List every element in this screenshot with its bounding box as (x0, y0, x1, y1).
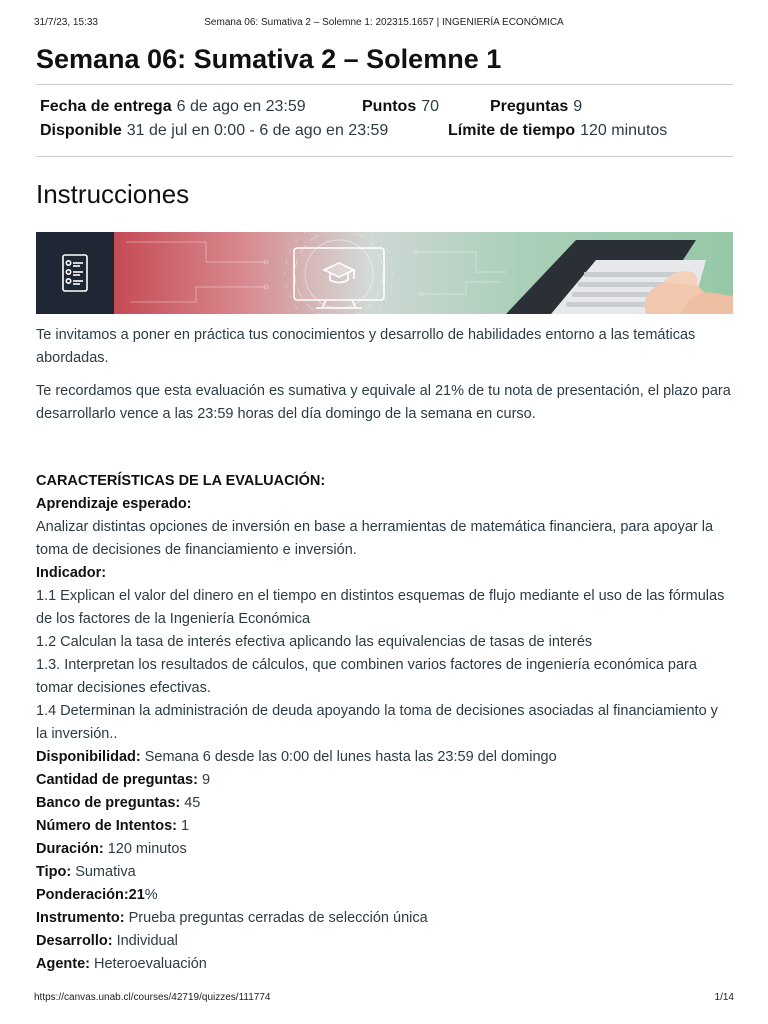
detail-label: Banco de preguntas: (36, 795, 181, 811)
detail-label: Número de Intentos: (36, 818, 177, 834)
points-value: 70 (421, 98, 440, 115)
print-datetime: 31/7/23, 15:33 (34, 17, 98, 28)
questions (490, 95, 582, 119)
due-date-label: Fecha de entrega (40, 98, 172, 115)
time-limit-label: Límite de tiempo (448, 122, 576, 139)
detail-instrument (36, 907, 733, 930)
quiz-content (36, 40, 733, 976)
intro-paragraph: Te invitamos a poner en práctica tus conocimientos y desarrollo de habilidades entorno a las temáticas abordadas. (36, 327, 696, 366)
print-page-number: 1/14 (714, 992, 734, 1003)
indicator-item: 1.2 Calculan la tasa de interés efectiva aplicando las equivalencias de tasas de interés (36, 634, 593, 650)
print-footer (34, 992, 734, 1006)
banner-graphic (36, 232, 733, 314)
detail-label: Cantidad de preguntas: (36, 772, 198, 788)
print-page-title: Semana 06: Sumativa 2 – Solemne 1: 202315.1657 | INGENIERÍA ECONÓMICA (204, 17, 564, 28)
print-url: https://canvas.unab.cl/courses/42719/quizzes/111774 (34, 992, 271, 1003)
instructions-heading: Instrucciones (36, 179, 190, 209)
availability-value: 31 de jul en 0:00 - 6 de ago en 23:59 (126, 122, 389, 139)
time-limit-value: 120 minutos (580, 122, 668, 139)
quiz-meta (36, 85, 733, 156)
questions-label: Preguntas (490, 98, 569, 115)
detail-value: 9 (197, 772, 211, 788)
instructions-body (36, 324, 733, 976)
detail-weighting (36, 884, 733, 907)
detail-label: Instrumento: (36, 910, 125, 926)
detail-question-count (36, 769, 733, 792)
questions-value: 9 (573, 98, 583, 115)
indicator-label: Indicador: (36, 565, 107, 581)
detail-value: 120 minutos (103, 841, 187, 857)
print-header (34, 17, 734, 31)
points (362, 95, 490, 119)
detail-development (36, 930, 733, 953)
expected-learning-text: Analizar distintas opciones de inversión en base a herramientas de matemática financiera, para apoyar la toma de decisiones de financiamiento e inversión. (36, 519, 714, 558)
detail-value: Prueba preguntas cerradas de selección única (124, 910, 428, 926)
monitor-graduation-cap-icon (294, 248, 384, 308)
detail-availability (36, 746, 733, 769)
indicator-item: 1.3. Interpretan los resultados de cálculos, que combinen varios factores de ingeniería económica para tomar decisiones efectivas. (36, 657, 697, 696)
detail-agent (36, 953, 733, 976)
availability-label: Disponible (40, 122, 122, 139)
detail-value: Semana 6 desde las 0:00 del lunes hasta las 23:59 del domingo (140, 749, 557, 765)
quiz-title: Semana 06: Sumativa 2 – Solemne 1 (36, 44, 502, 74)
reminder-paragraph: Te recordamos que esta evaluación es sumativa y equivale al 21% de tu nota de presentación, el plazo para desarrollarlo vence a las 23:59 horas del día domingo de la semana en curso. (36, 383, 731, 422)
detail-question-bank (36, 792, 733, 815)
points-label: Puntos (362, 98, 417, 115)
detail-value: Individual (112, 933, 178, 949)
due-date-value: 6 de ago en 23:59 (176, 98, 306, 115)
laptop-typing-hands-image (506, 240, 733, 314)
detail-label: Tipo: (36, 864, 72, 880)
instructions-banner (36, 232, 733, 314)
detail-type (36, 861, 733, 884)
detail-label: Agente: (36, 956, 90, 972)
indicator-item: 1.4 Determinan la administración de deuda apoyando la toma de decisiones asociadas al financiamiento y la inversión.. (36, 703, 718, 742)
detail-value: 1 (176, 818, 190, 834)
time-limit (448, 119, 667, 143)
detail-label: Ponderación:21 (36, 887, 145, 903)
indicator-item: 1.1 Explican el valor del dinero en el tiempo en distintos esquemas de flujo mediante el uso de las fórmulas de los factores de la Ingeniería Económica (36, 588, 725, 627)
detail-attempts (36, 815, 733, 838)
detail-value: % (144, 887, 158, 903)
detail-label: Desarrollo: (36, 933, 113, 949)
expected-learning-label: Aprendizaje esperado: (36, 496, 192, 512)
due-date (40, 95, 362, 119)
banner-icon-box (36, 232, 114, 314)
detail-value: Heteroevaluación (89, 956, 207, 972)
detail-label: Duración: (36, 841, 104, 857)
detail-duration (36, 838, 733, 861)
detail-label: Disponibilidad: (36, 749, 141, 765)
availability (40, 119, 448, 143)
detail-value: Sumativa (71, 864, 136, 880)
characteristics-title: CARACTERÍSTICAS DE LA EVALUACIÓN: (36, 473, 326, 489)
detail-value: 45 (180, 795, 201, 811)
